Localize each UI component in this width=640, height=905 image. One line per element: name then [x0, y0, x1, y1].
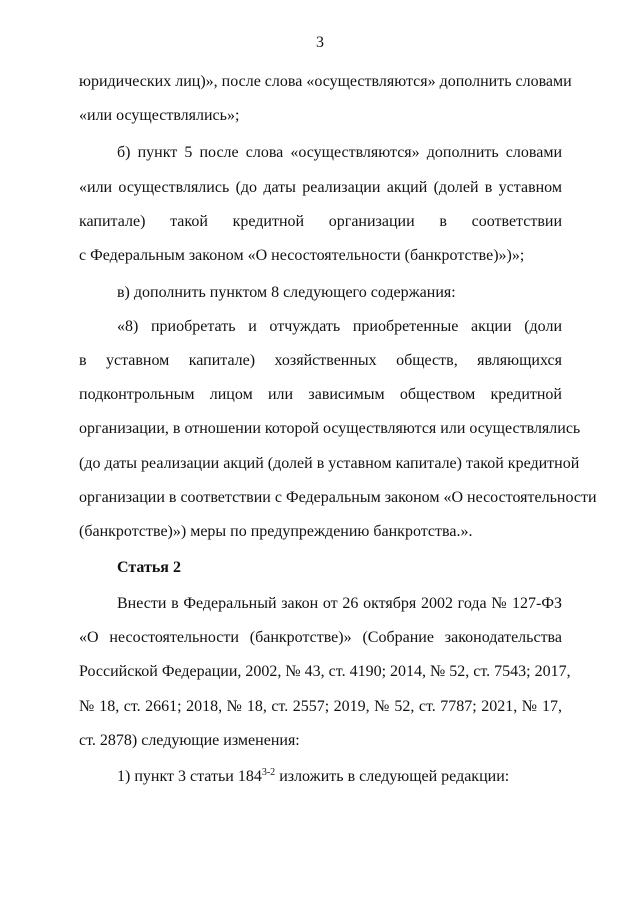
paragraph-6-text-before: 1) пункт 3 статьи 184	[117, 768, 262, 785]
paragraph-4-line-6: организации в соответствии с Федеральным законом «О несостоятельности	[79, 489, 597, 506]
paragraph-3-line-1: в) дополнить пунктом 8 следующего содержания:	[117, 284, 456, 301]
paragraph-2-line-3: капитале) такой кредитной организации в соответствии	[79, 213, 562, 230]
paragraph-4-line-1: «8) приобретать и отчуждать приобретенные акции (доли	[117, 318, 562, 335]
paragraph-5-line-3: Российской Федерации, 2002, № 43, ст. 4190; 2014, № 52, ст. 7543; 2017,	[79, 663, 571, 680]
paragraph-5-line-2: «О несостоятельности (банкротстве)» (Собрание законодательства	[79, 629, 562, 646]
paragraph-4-line-3: подконтрольным лицом или зависимым обществом кредитной	[79, 386, 562, 403]
paragraph-1-line-1: юридических лиц)», после слова «осуществляются» дополнить словами	[79, 73, 572, 90]
paragraph-6-text-after: изложить в следующей редакции:	[275, 768, 510, 785]
paragraph-5-line-1: Внести в Федеральный закон от 26 октября 2002 года № 127-ФЗ	[117, 595, 562, 612]
paragraph-5-line-4: № 18, ст. 2661; 2018, № 18, ст. 2557; 2019, № 52, ст. 7787; 2021, № 17,	[79, 698, 562, 715]
paragraph-2-line-2: «или осуществлялись (до даты реализации акций (долей в уставном	[79, 179, 562, 196]
paragraph-6-line-1	[117, 767, 562, 787]
paragraph-2-line-4: с Федеральным законом «О несостоятельности (банкротстве)»)»;	[79, 247, 525, 264]
article-superscript: 3-2	[261, 767, 276, 778]
paragraph-5-line-5: ст. 2878) следующие изменения:	[79, 732, 300, 749]
paragraph-4-line-2: в уставном капитале) хозяйственных обществ, являющихся	[79, 352, 562, 369]
article-heading: Статья 2	[117, 559, 181, 576]
paragraph-2-line-1: б) пункт 5 после слова «осуществляются» дополнить словами	[117, 144, 562, 161]
paragraph-1-line-2: «или осуществлялись»;	[79, 107, 240, 124]
paragraph-4-line-5: (до даты реализации акций (долей в уставном капитале) такой кредитной	[79, 455, 580, 472]
paragraph-4-line-7: (банкротстве)») меры по предупреждению банкротства.».	[79, 523, 473, 540]
page-number: 3	[316, 34, 324, 51]
paragraph-4-line-4: организации, в отношении которой осуществляются или осуществлялись	[79, 420, 581, 437]
